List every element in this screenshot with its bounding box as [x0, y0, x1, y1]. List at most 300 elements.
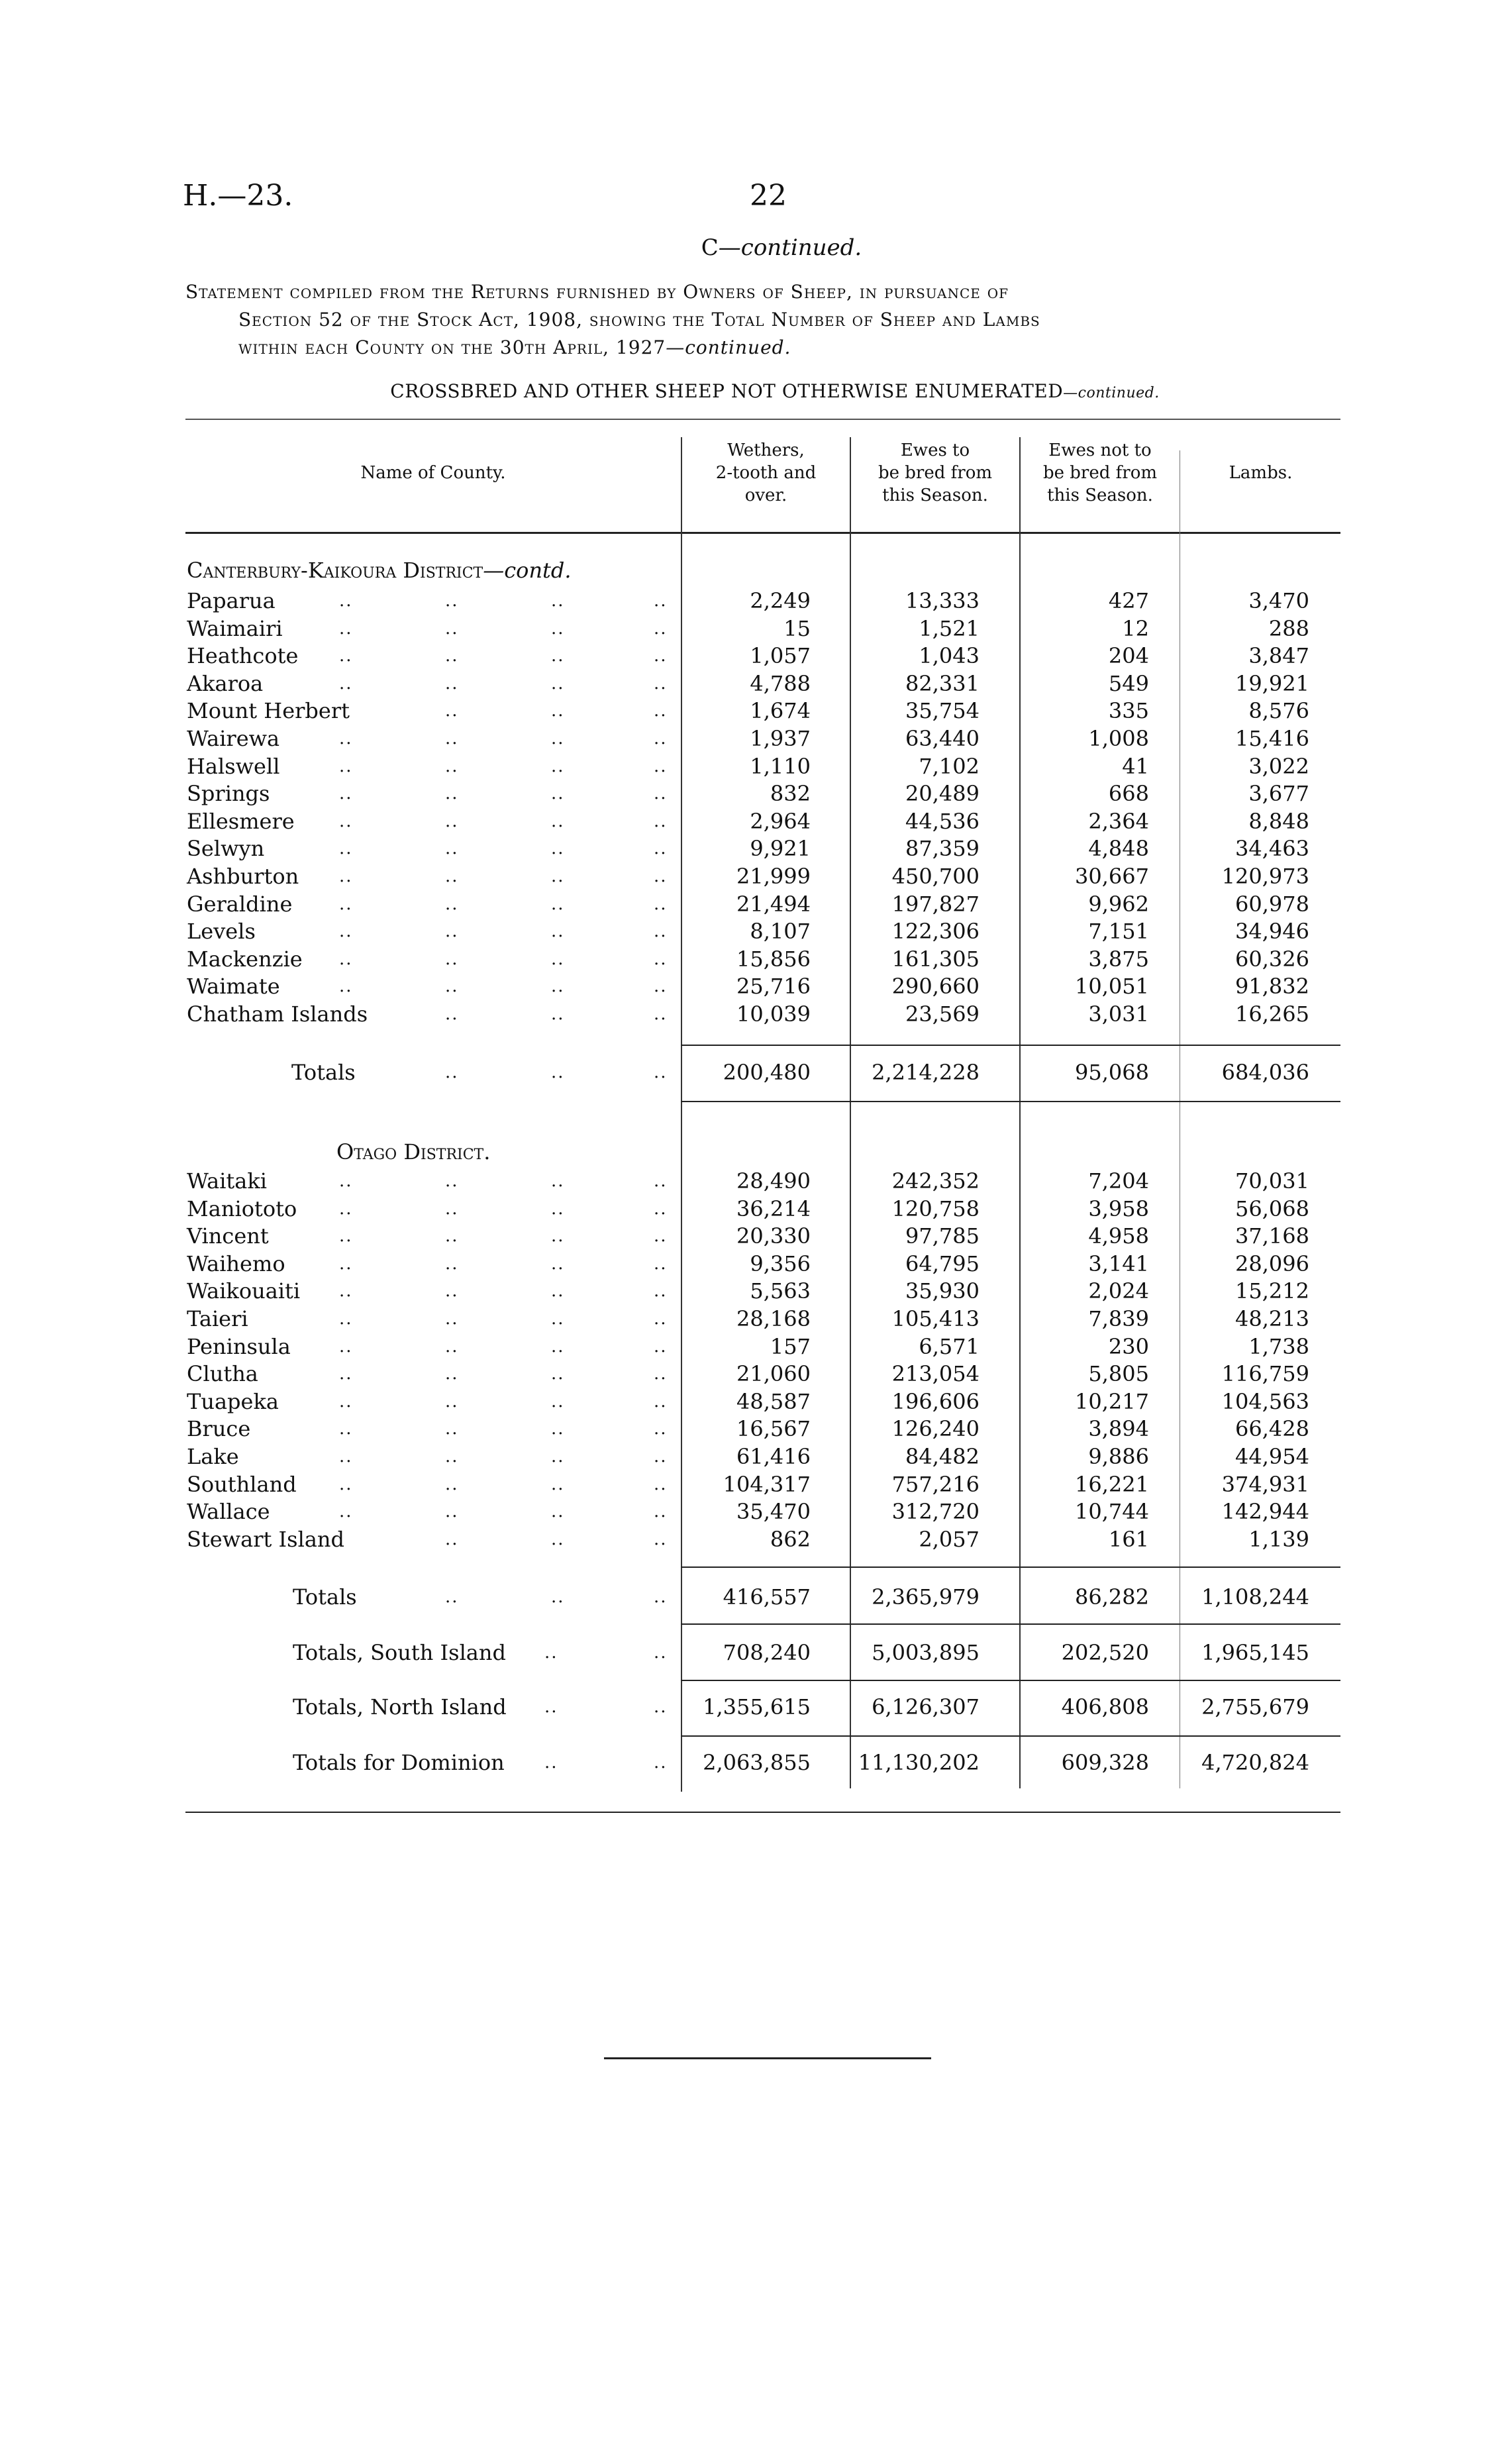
county-name: Vincent — [187, 1223, 269, 1249]
leader-dots: .. — [551, 591, 565, 611]
cell-lambs: 120,973 — [1221, 864, 1309, 889]
cell-ewes-not-bred: 609,328 — [1061, 1750, 1149, 1775]
leader-dots: .. — [551, 1529, 565, 1549]
leader-dots: .. — [339, 1419, 353, 1439]
cell-ewes-bred: 97,785 — [905, 1223, 980, 1249]
cell-ewes-bred: 7,102 — [919, 753, 980, 779]
leader-dots: .. — [654, 1587, 668, 1607]
cell-lambs: 1,139 — [1248, 1526, 1309, 1552]
county-name: Levels — [187, 919, 256, 945]
leader-dots: .. — [339, 673, 353, 693]
leader-dots: .. — [445, 866, 459, 886]
leader-dots: .. — [445, 894, 459, 914]
county-name: Springs — [187, 781, 270, 807]
leader-dots: .. — [445, 1391, 459, 1412]
cell-ewes-not-bred: 7,151 — [1088, 919, 1149, 945]
table-row — [187, 862, 1339, 890]
district-name: Canterbury-Kaikoura District — [187, 558, 483, 583]
continued-suffix: —continued. — [718, 234, 862, 261]
header-line: this Season. — [882, 486, 988, 505]
leader-dots: .. — [339, 1171, 353, 1191]
leader-dots: .. — [339, 729, 353, 748]
leader-dots: .. — [445, 1253, 459, 1274]
cell-ewes-not-bred: 335 — [1108, 698, 1149, 724]
header-line: over. — [744, 486, 787, 505]
table-row-totals-dominion — [187, 1749, 1339, 1776]
statement-line-1: Statement compiled from the Returns furnished by Owners of Sheep, in pursuance of — [185, 281, 1009, 303]
leader-dots: .. — [445, 1587, 459, 1607]
cell-ewes-not-bred: 30,667 — [1075, 864, 1149, 889]
leader-dots: .. — [445, 1226, 459, 1247]
county-name: Selwyn — [187, 836, 265, 862]
cell-ewes-bred: 197,827 — [891, 891, 980, 917]
table-row — [187, 972, 1339, 1000]
cell-ewes-bred: 120,758 — [891, 1196, 980, 1221]
leader-dots: .. — [551, 1309, 565, 1329]
leader-dots: .. — [551, 646, 565, 666]
leader-dots: .. — [445, 784, 459, 804]
leader-dots: .. — [445, 1004, 459, 1024]
cell-lambs: 3,022 — [1248, 753, 1309, 779]
table-row — [187, 670, 1339, 697]
leader-dots: .. — [654, 1004, 668, 1024]
leader-dots: .. — [339, 866, 353, 886]
leader-dots: .. — [445, 1336, 459, 1357]
cell-ewes-bred: 1,043 — [919, 643, 980, 669]
leader-dots: .. — [445, 1529, 459, 1549]
cell-ewes-not-bred: 3,894 — [1088, 1416, 1149, 1442]
section-letter: C — [701, 234, 719, 261]
county-name: Heathcote — [187, 643, 299, 669]
leader-dots: .. — [445, 1419, 459, 1439]
cell-lambs: 48,213 — [1235, 1306, 1309, 1331]
county-name: Wairewa — [187, 726, 280, 751]
leader-dots: .. — [551, 673, 565, 693]
cell-ewes-not-bred: 202,520 — [1061, 1640, 1149, 1665]
leader-dots: .. — [339, 1309, 353, 1329]
leader-dots: .. — [654, 673, 668, 693]
cell-wethers: 1,057 — [750, 643, 811, 669]
cell-wethers: 36,214 — [736, 1196, 811, 1221]
county-name: Ashburton — [187, 864, 299, 889]
cell-lambs: 8,576 — [1248, 698, 1309, 724]
cell-ewes-bred: 5,003,895 — [872, 1640, 980, 1665]
cell-wethers: 21,494 — [736, 891, 811, 917]
table-row-totals-north-island — [187, 1693, 1339, 1721]
cell-wethers: 1,110 — [750, 753, 811, 779]
leader-dots: .. — [551, 1171, 565, 1191]
leader-dots: .. — [551, 1364, 565, 1384]
cell-wethers: 21,060 — [736, 1361, 811, 1387]
cell-lambs: 142,944 — [1221, 1499, 1309, 1525]
county-name: Chatham Islands — [187, 1001, 368, 1027]
leader-dots: .. — [551, 618, 565, 639]
leader-dots: .. — [445, 1502, 459, 1522]
county-name: Taieri — [187, 1306, 248, 1331]
cell-ewes-not-bred: 549 — [1108, 670, 1149, 696]
statement-continued: —continued. — [666, 336, 791, 358]
table-row — [187, 1222, 1339, 1250]
cell-ewes-not-bred: 7,839 — [1088, 1306, 1149, 1331]
county-name: Waimate — [187, 974, 280, 1000]
leader-dots: .. — [551, 1253, 565, 1274]
leader-dots: .. — [551, 921, 565, 942]
cell-lambs: 15,212 — [1235, 1278, 1309, 1304]
leader-dots: .. — [654, 1419, 668, 1439]
row-label: Totals, North Island — [293, 1694, 507, 1720]
leader-dots: .. — [654, 1336, 668, 1357]
cell-wethers: 2,249 — [750, 588, 811, 613]
cell-ewes-not-bred: 9,962 — [1088, 891, 1149, 917]
leader-dots: .. — [654, 646, 668, 666]
cell-wethers: 48,587 — [736, 1388, 811, 1414]
header-line: be bred from — [878, 463, 993, 483]
table-title-text: CROSSBRED AND OTHER SHEEP NOT OTHERWISE ENUMERATED — [390, 380, 1064, 402]
table-row-totals-canterbury — [187, 1058, 1339, 1086]
leader-dots: .. — [654, 701, 668, 721]
totals-bottom-rule — [681, 1623, 1340, 1625]
leader-dots: .. — [339, 1502, 353, 1522]
leader-dots: .. — [445, 811, 459, 831]
cell-ewes-not-bred: 3,958 — [1088, 1196, 1149, 1221]
leader-dots: .. — [339, 1391, 353, 1412]
cell-lambs: 70,031 — [1235, 1168, 1309, 1194]
table-row — [187, 807, 1339, 835]
column-header-ewes-bred — [851, 439, 1019, 507]
district-contd: —contd. — [483, 558, 572, 583]
leader-dots: .. — [339, 618, 353, 639]
table-row — [187, 642, 1339, 670]
county-name: Tuapeka — [187, 1388, 279, 1414]
cell-ewes-not-bred: 10,744 — [1075, 1499, 1149, 1525]
table-row — [187, 1167, 1339, 1195]
cell-wethers: 1,355,615 — [703, 1694, 811, 1720]
leader-dots: .. — [445, 646, 459, 666]
table-row — [187, 945, 1339, 973]
leader-dots: .. — [445, 591, 459, 611]
cell-wethers: 16,567 — [736, 1416, 811, 1442]
county-name: Akaroa — [187, 670, 264, 696]
leader-dots: .. — [654, 839, 668, 859]
leader-dots: .. — [339, 1226, 353, 1247]
cell-ewes-not-bred: 2,024 — [1088, 1278, 1149, 1304]
table-title — [0, 380, 1510, 402]
table-row — [187, 752, 1339, 780]
cell-lambs: 34,946 — [1235, 919, 1309, 945]
cell-ewes-bred: 757,216 — [891, 1471, 980, 1497]
cell-lambs: 28,096 — [1235, 1251, 1309, 1276]
leader-dots: .. — [654, 784, 668, 804]
leader-dots: .. — [339, 591, 353, 611]
cell-wethers: 15 — [783, 615, 811, 641]
county-name: Waihemo — [187, 1251, 285, 1276]
county-name: Stewart Island — [187, 1526, 344, 1552]
header-line: Ewes to — [900, 440, 970, 460]
cell-wethers: 9,356 — [750, 1251, 811, 1276]
cell-wethers: 5,563 — [750, 1278, 811, 1304]
cell-ewes-not-bred: 230 — [1108, 1333, 1149, 1359]
leader-dots: .. — [551, 1281, 565, 1302]
header-line: this Season. — [1047, 486, 1153, 505]
table-row — [187, 1000, 1339, 1028]
county-name: Maniototo — [187, 1196, 297, 1221]
cell-ewes-bred: 2,214,228 — [872, 1060, 980, 1085]
leader-dots: .. — [654, 1502, 668, 1522]
leader-dots: .. — [654, 1391, 668, 1412]
leader-dots: .. — [654, 921, 668, 942]
leader-dots: .. — [551, 729, 565, 748]
leader-dots: .. — [544, 1697, 558, 1717]
cell-ewes-bred: 126,240 — [891, 1416, 980, 1442]
leader-dots: .. — [339, 756, 353, 776]
cell-lambs: 15,416 — [1235, 726, 1309, 751]
leader-dots: .. — [551, 1502, 565, 1522]
leader-dots: .. — [445, 1364, 459, 1384]
leader-dots: .. — [551, 756, 565, 776]
document-reference: H.—23. — [183, 179, 293, 213]
continued-label — [0, 234, 1510, 261]
leader-dots: .. — [339, 1198, 353, 1219]
cell-ewes-not-bred: 16,221 — [1075, 1471, 1149, 1497]
cell-ewes-bred: 196,606 — [891, 1388, 980, 1414]
cell-lambs: 8,848 — [1248, 808, 1309, 834]
table-title-continued: —continued. — [1063, 385, 1160, 401]
column-header-county: Name of County. — [360, 463, 506, 483]
cell-wethers: 10,039 — [736, 1001, 811, 1027]
cell-lambs: 374,931 — [1221, 1471, 1309, 1497]
county-name: Paparua — [187, 588, 276, 613]
table-row — [187, 1525, 1339, 1553]
cell-wethers: 28,490 — [736, 1168, 811, 1194]
leader-dots: .. — [339, 1364, 353, 1384]
statement-line-2: Section 52 of the Stock Act, 1908, showing the Total Number of Sheep and Lambs — [238, 309, 1040, 331]
district-heading-canterbury — [187, 558, 572, 583]
cell-lambs: 1,108,244 — [1201, 1584, 1309, 1610]
cell-ewes-not-bred: 161 — [1108, 1526, 1149, 1552]
cell-ewes-bred: 35,930 — [905, 1278, 980, 1304]
cell-wethers: 15,856 — [736, 946, 811, 972]
leader-dots: .. — [551, 894, 565, 914]
cell-wethers: 61,416 — [736, 1444, 811, 1469]
county-name: Halswell — [187, 753, 280, 779]
leader-dots: .. — [654, 1309, 668, 1329]
cell-ewes-not-bred: 9,886 — [1088, 1444, 1149, 1469]
leader-dots: .. — [654, 811, 668, 831]
cell-ewes-not-bred: 3,031 — [1088, 1001, 1149, 1027]
table-row — [187, 917, 1339, 945]
table-row — [187, 1415, 1339, 1443]
leader-dots: .. — [551, 1447, 565, 1466]
leader-dots: .. — [654, 1281, 668, 1302]
cell-lambs: 16,265 — [1235, 1001, 1309, 1027]
cell-ewes-bred: 2,365,979 — [872, 1584, 980, 1610]
leader-dots: .. — [544, 1643, 558, 1663]
table-row-totals-south-island — [187, 1639, 1339, 1667]
cell-wethers: 2,964 — [750, 808, 811, 834]
leader-dots: .. — [445, 949, 459, 969]
county-name: Lake — [187, 1444, 239, 1469]
county-name: Peninsula — [187, 1333, 291, 1359]
header-line: 2-tooth and — [715, 463, 817, 483]
leader-dots: .. — [654, 976, 668, 997]
leader-dots: .. — [654, 1643, 668, 1663]
totals-rule — [681, 1735, 1340, 1737]
cell-ewes-not-bred: 2,364 — [1088, 808, 1149, 834]
leader-dots: .. — [551, 1198, 565, 1219]
cell-lambs: 3,847 — [1248, 643, 1309, 669]
leader-dots: .. — [544, 1753, 558, 1772]
cell-wethers: 832 — [770, 781, 811, 807]
cell-lambs: 37,168 — [1235, 1223, 1309, 1249]
leader-dots: .. — [551, 784, 565, 804]
cell-ewes-not-bred: 10,051 — [1075, 974, 1149, 1000]
leader-dots: .. — [445, 673, 459, 693]
leader-dots: .. — [339, 1447, 353, 1466]
page-number: 22 — [750, 179, 787, 213]
county-name: Waitaki — [187, 1168, 267, 1194]
table-row — [187, 1305, 1339, 1333]
cell-ewes-bred: 6,571 — [919, 1333, 980, 1359]
cell-wethers: 416,557 — [723, 1584, 811, 1610]
leader-dots: .. — [445, 1309, 459, 1329]
leader-dots: .. — [654, 1753, 668, 1772]
leader-dots: .. — [339, 976, 353, 997]
cell-lambs: 1,738 — [1248, 1333, 1309, 1359]
cell-lambs: 34,463 — [1235, 836, 1309, 862]
leader-dots: .. — [551, 1226, 565, 1247]
leader-dots: .. — [551, 949, 565, 969]
county-name: Mount Herbert — [187, 698, 350, 724]
leader-dots: .. — [654, 1529, 668, 1549]
cell-lambs: 1,965,145 — [1201, 1640, 1309, 1665]
leader-dots: .. — [654, 1474, 668, 1494]
cell-lambs: 44,954 — [1235, 1444, 1309, 1469]
table-row — [187, 890, 1339, 918]
end-rule — [604, 2057, 931, 2059]
leader-dots: .. — [445, 1062, 459, 1082]
leader-dots: .. — [551, 976, 565, 997]
leader-dots: .. — [445, 839, 459, 859]
leader-dots: .. — [445, 921, 459, 942]
leader-dots: .. — [654, 1062, 668, 1082]
header-line: be bred from — [1042, 463, 1158, 483]
leader-dots: .. — [654, 729, 668, 748]
leader-dots: .. — [551, 1062, 565, 1082]
cell-ewes-bred: 122,306 — [891, 919, 980, 945]
county-name: Ellesmere — [187, 808, 295, 834]
county-name: Wallace — [187, 1499, 270, 1525]
leader-dots: .. — [551, 1336, 565, 1357]
totals-rule — [681, 1680, 1340, 1681]
leader-dots: .. — [339, 811, 353, 831]
leader-dots: .. — [339, 949, 353, 969]
cell-wethers: 1,937 — [750, 726, 811, 751]
row-label: Totals — [291, 1060, 356, 1085]
cell-ewes-bred: 290,660 — [891, 974, 980, 1000]
county-name: Clutha — [187, 1361, 258, 1387]
cell-wethers: 1,674 — [750, 698, 811, 724]
cell-lambs: 3,677 — [1248, 781, 1309, 807]
county-name: Waikouaiti — [187, 1278, 301, 1304]
district-heading-otago: Otago District. — [336, 1139, 491, 1164]
leader-dots: .. — [445, 618, 459, 639]
leader-dots: .. — [339, 1336, 353, 1357]
cell-ewes-not-bred: 86,282 — [1075, 1584, 1149, 1610]
leader-dots: .. — [339, 1281, 353, 1302]
leader-dots: .. — [654, 591, 668, 611]
cell-lambs: 684,036 — [1221, 1060, 1309, 1085]
cell-ewes-bred: 242,352 — [891, 1168, 980, 1194]
cell-ewes-not-bred: 204 — [1108, 643, 1149, 669]
table-row — [187, 1250, 1339, 1278]
cell-ewes-bred: 312,720 — [891, 1499, 980, 1525]
leader-dots: .. — [445, 1198, 459, 1219]
county-name: Southland — [187, 1471, 297, 1497]
table-row — [187, 615, 1339, 642]
leader-dots: .. — [654, 1226, 668, 1247]
cell-ewes-bred: 2,057 — [919, 1526, 980, 1552]
leader-dots: .. — [654, 1253, 668, 1274]
leader-dots: .. — [445, 1171, 459, 1191]
county-name: Geraldine — [187, 891, 293, 917]
leader-dots: .. — [654, 1697, 668, 1717]
column-header-wethers — [682, 439, 850, 507]
cell-wethers: 20,330 — [736, 1223, 811, 1249]
cell-lambs: 3,470 — [1248, 588, 1309, 613]
statement-line-3-text: within each County on the 30th April, 1927 — [238, 336, 666, 358]
table-row — [187, 1470, 1339, 1498]
cell-wethers: 8,107 — [750, 919, 811, 945]
header-bottom-rule — [185, 532, 1340, 534]
table-row — [187, 1388, 1339, 1415]
cell-ewes-not-bred: 668 — [1108, 781, 1149, 807]
cell-ewes-not-bred: 12 — [1122, 615, 1149, 641]
cell-ewes-bred: 84,482 — [905, 1444, 980, 1469]
cell-ewes-bred: 450,700 — [891, 864, 980, 889]
cell-ewes-not-bred: 4,848 — [1088, 836, 1149, 862]
cell-ewes-not-bred: 427 — [1108, 588, 1149, 613]
cell-wethers: 28,168 — [736, 1306, 811, 1331]
leader-dots: .. — [654, 866, 668, 886]
cell-wethers: 9,921 — [750, 836, 811, 862]
table-row-totals-otago — [187, 1583, 1339, 1611]
cell-ewes-bred: 82,331 — [905, 670, 980, 696]
leader-dots: .. — [551, 1391, 565, 1412]
leader-dots: .. — [654, 1171, 668, 1191]
cell-lambs: 116,759 — [1221, 1361, 1309, 1387]
leader-dots: .. — [654, 756, 668, 776]
cell-wethers: 157 — [770, 1333, 811, 1359]
cell-ewes-not-bred: 5,805 — [1088, 1361, 1149, 1387]
table-bottom-rule — [185, 1812, 1340, 1813]
cell-ewes-bred: 20,489 — [905, 781, 980, 807]
county-name: Mackenzie — [187, 946, 303, 972]
leader-dots: .. — [445, 1281, 459, 1302]
row-label: Totals for Dominion — [293, 1750, 505, 1775]
cell-lambs: 4,720,824 — [1201, 1750, 1309, 1775]
cell-ewes-bred: 105,413 — [891, 1306, 980, 1331]
cell-ewes-bred: 6,126,307 — [872, 1694, 980, 1720]
cell-ewes-bred: 13,333 — [905, 588, 980, 613]
county-name: Waimairi — [187, 615, 283, 641]
cell-ewes-bred: 1,521 — [919, 615, 980, 641]
cell-ewes-not-bred: 1,008 — [1088, 726, 1149, 751]
column-header-ewes-not-bred — [1021, 439, 1180, 507]
cell-ewes-bred: 161,305 — [891, 946, 980, 972]
table-row — [187, 587, 1339, 615]
header-line: Ewes not to — [1048, 440, 1152, 460]
table-row — [187, 1360, 1339, 1388]
